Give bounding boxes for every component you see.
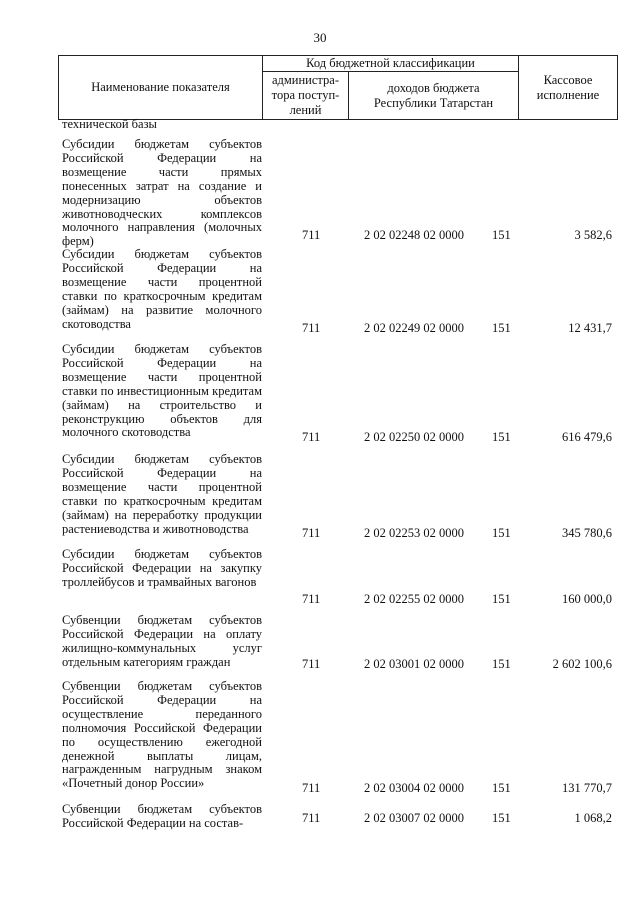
header-execution-line: Кассовое [543,72,593,87]
row-subcode: 151 [492,430,511,444]
row-admin-code: 711 [302,592,321,606]
header-income-cell [349,72,519,120]
continuation-text: технической базы [62,117,157,131]
row-admin-code: 711 [302,526,321,540]
header-income-line: доходов бюджета [387,80,480,95]
row-admin-code: 711 [302,811,321,825]
row-subcode: 151 [492,657,511,671]
header-name-cell: Наименование показателя [59,56,263,120]
page-number: 30 [313,30,327,45]
row-description: Субсидии бюджетам субъектов Российской Федерации на возмещение части прямых понесенных затрат на создание и модернизацию объектов животноводческих комплексов молочного направления (молочных ферм) [62,137,262,249]
header-admin-line: администра- [271,73,339,87]
header-admin-line: лений [289,103,322,117]
row-description: Субсидии бюджетам субъектов Российской Федерации на возмещение части процентной ставки по краткосрочным кредитам (займам) на развитие молочного скотоводства [62,247,262,331]
row-description: Субвенции бюджетам субъектов Российской Федерации на состав- [62,802,262,830]
row-amount: 616 479,6 [562,430,612,444]
header-admin-cell [263,72,349,120]
row-description: Субсидии бюджетам субъектов Российской Федерации на закупку троллейбусов и трамвайных вагонов [62,547,262,589]
row-amount: 345 780,6 [562,526,612,540]
row-subcode: 151 [492,781,511,795]
row-description: Субвенции бюджетам субъектов Российской Федерации на оплату жилищно-коммунальных услуг отдельным категориям граждан [62,613,262,669]
row-kbk-code: 2 02 02255 02 0000 [364,592,464,606]
row-admin-code: 711 [302,321,321,335]
row-amount: 3 582,6 [574,228,612,242]
row-amount: 131 770,7 [562,781,612,795]
row-subcode: 151 [492,228,511,242]
header-income-line: Республики Татарстан [373,95,494,110]
row-amount: 12 431,7 [568,321,612,335]
row-admin-code: 711 [302,781,321,795]
row-description: Субвенции бюджетам субъектов Российской Федерации на осуществление переданного полномочия Российской Федерации по осуществлению ежегодной денежной выплаты лицам, награжденным нагрудным знаком «Почетный донор России» [62,679,262,791]
row-kbk-code: 2 02 02253 02 0000 [364,526,464,540]
table-header [58,55,618,120]
row-kbk-code: 2 02 03004 02 0000 [364,781,464,795]
row-subcode: 151 [492,811,511,825]
row-admin-code: 711 [302,657,321,671]
row-kbk-code: 2 02 02248 02 0000 [364,228,464,242]
row-kbk-code: 2 02 03001 02 0000 [364,657,464,671]
row-subcode: 151 [492,321,511,335]
row-kbk-code: 2 02 03007 02 0000 [364,811,464,825]
row-admin-code: 711 [302,228,321,242]
header-admin-line: тора поступ- [271,88,340,102]
header-code-group: Код бюджетной классификации [263,56,519,72]
row-subcode: 151 [492,526,511,540]
row-amount: 2 602 100,6 [552,657,612,671]
row-amount: 160 000,0 [562,592,612,606]
row-kbk-code: 2 02 02250 02 0000 [364,430,464,444]
row-subcode: 151 [492,592,511,606]
row-description: Субсидии бюджетам субъектов Российской Федерации на возмещение части процентной ставки по инвестиционным кредитам (займам) на строительство и реконструкцию объектов для молочного скотоводства [62,342,262,440]
row-kbk-code: 2 02 02249 02 0000 [364,321,464,335]
header-execution-cell [519,56,618,120]
row-description: Субсидии бюджетам субъектов Российской Федерации на возмещение части процентной ставки по краткосрочным кредитам (займам) на переработку продукции растениеводства и животноводства [62,452,262,536]
header-execution-line: исполнение [536,87,600,102]
row-admin-code: 711 [302,430,321,444]
row-amount: 1 068,2 [574,811,612,825]
